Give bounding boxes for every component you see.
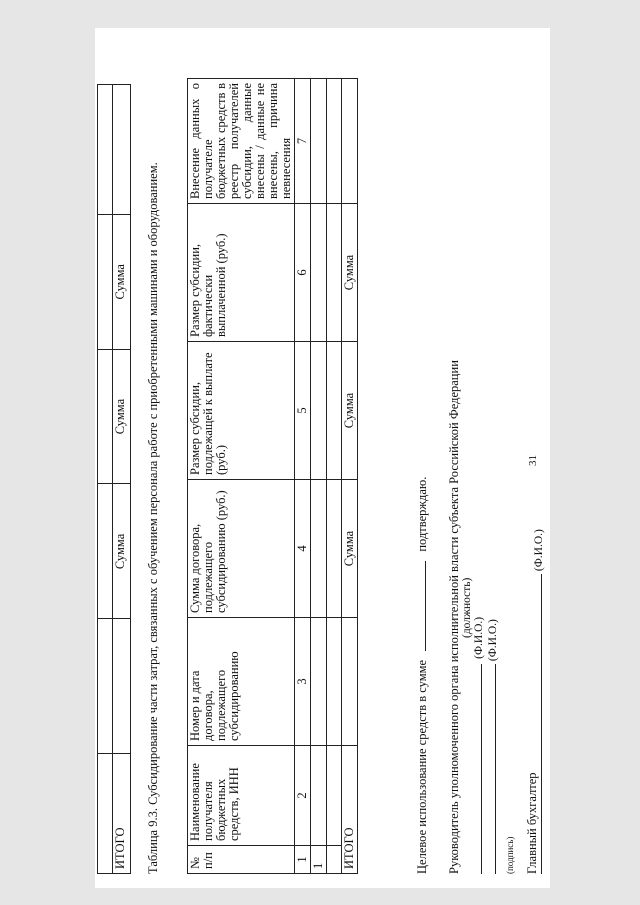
sum-cell: Сумма [113,349,131,484]
fio-hint: (Ф.И.О.) [473,616,485,659]
table-header-row [188,79,295,874]
column-number: 7 [295,79,311,204]
table-cell: 1 [311,846,327,874]
table-total-row [342,79,358,874]
header-cell: Наименование получателя бюджетных средств, ИНН [188,746,295,846]
sum-cell: Сумма [342,480,358,618]
table-cell [311,480,327,618]
document-page [95,28,550,888]
table-cell [98,214,113,349]
sum-cell: Сумма [342,342,358,480]
head-signature-row [487,619,499,874]
fio-hint: (Ф.И.О.) [487,619,499,662]
table-cell [98,754,113,874]
usage-label: Целевое использование средств в сумме [415,659,429,874]
header-cell: № п/п [188,846,295,874]
table-cell [113,85,131,215]
continued-table [97,84,131,874]
table-cell [327,480,342,618]
accountant-label: Главный бухгалтер [525,772,539,874]
table-cell [327,342,342,480]
amount-blank-line [425,561,426,651]
table-cell [342,618,358,746]
sum-cell: Сумма [113,214,131,349]
header-cell: Сумма договора, подлежащего субсидированию (руб.) [188,480,295,618]
total-label: ИТОГО [113,754,131,874]
table-cell [327,618,342,746]
subsidy-table [187,78,358,874]
table-cell [342,79,358,204]
column-number-row [295,79,311,874]
table-cell [98,619,113,754]
column-number: 5 [295,342,311,480]
column-number: 6 [295,204,311,342]
rotated-landscape-content [95,28,550,888]
signature-hint: (подпись) [505,836,515,874]
accountant-fio-row [533,529,545,874]
table-row [98,85,113,874]
sum-cell: Сумма [113,484,131,619]
accountant-blank-line [541,574,542,874]
header-cell: Номер и дата договора, подлежащего субсидированию [188,618,295,746]
table-total-row [113,85,131,874]
column-number: 4 [295,480,311,618]
column-number: 2 [295,746,311,846]
usage-confirm: подтверждаю. [415,476,429,552]
table-cell [311,204,327,342]
table-cell [311,746,327,846]
table-cell [98,85,113,215]
header-cell: Размер субсидии, подлежащей к выплате (руб.) [188,342,295,480]
table-cell [327,846,342,874]
sum-cell: Сумма [342,204,358,342]
name-blank-line [495,664,496,874]
fio-hint: (Ф.И.О.) [533,529,545,572]
position-blank-line [481,664,482,874]
table-cell [113,619,131,754]
header-cell: Внесение данных о получателе бюджетных средств в реестр получателей субсидии, данные внесены / данные не внесены, причина невнесения [188,79,295,204]
column-number: 3 [295,618,311,746]
table-cell [98,484,113,619]
page-number: 31 [527,455,539,466]
table-cell [327,79,342,204]
head-fio-row [471,617,486,874]
header-cell: Размер субсидии, фактически выплаченной (руб.) [188,204,295,342]
table-cell [311,79,327,204]
position-hint: (должность) [461,577,473,638]
table-cell [327,746,342,846]
total-label: ИТОГО [342,746,358,874]
table-caption: Таблица 9.3. Субсидирование части затрат, связанных с обучением персонала работе с приобретенными машинами и оборудованием. [146,162,160,874]
table-cell [311,342,327,480]
table-cell [311,618,327,746]
table-row [327,79,342,874]
usage-statement [415,477,430,874]
head-label: Руководитель уполномоченного органа исполнительной власти субъекта Российской Федерации [447,360,461,874]
column-number: 1 [295,846,311,874]
table-cell [98,349,113,484]
table-cell [327,204,342,342]
table-row [311,79,327,874]
